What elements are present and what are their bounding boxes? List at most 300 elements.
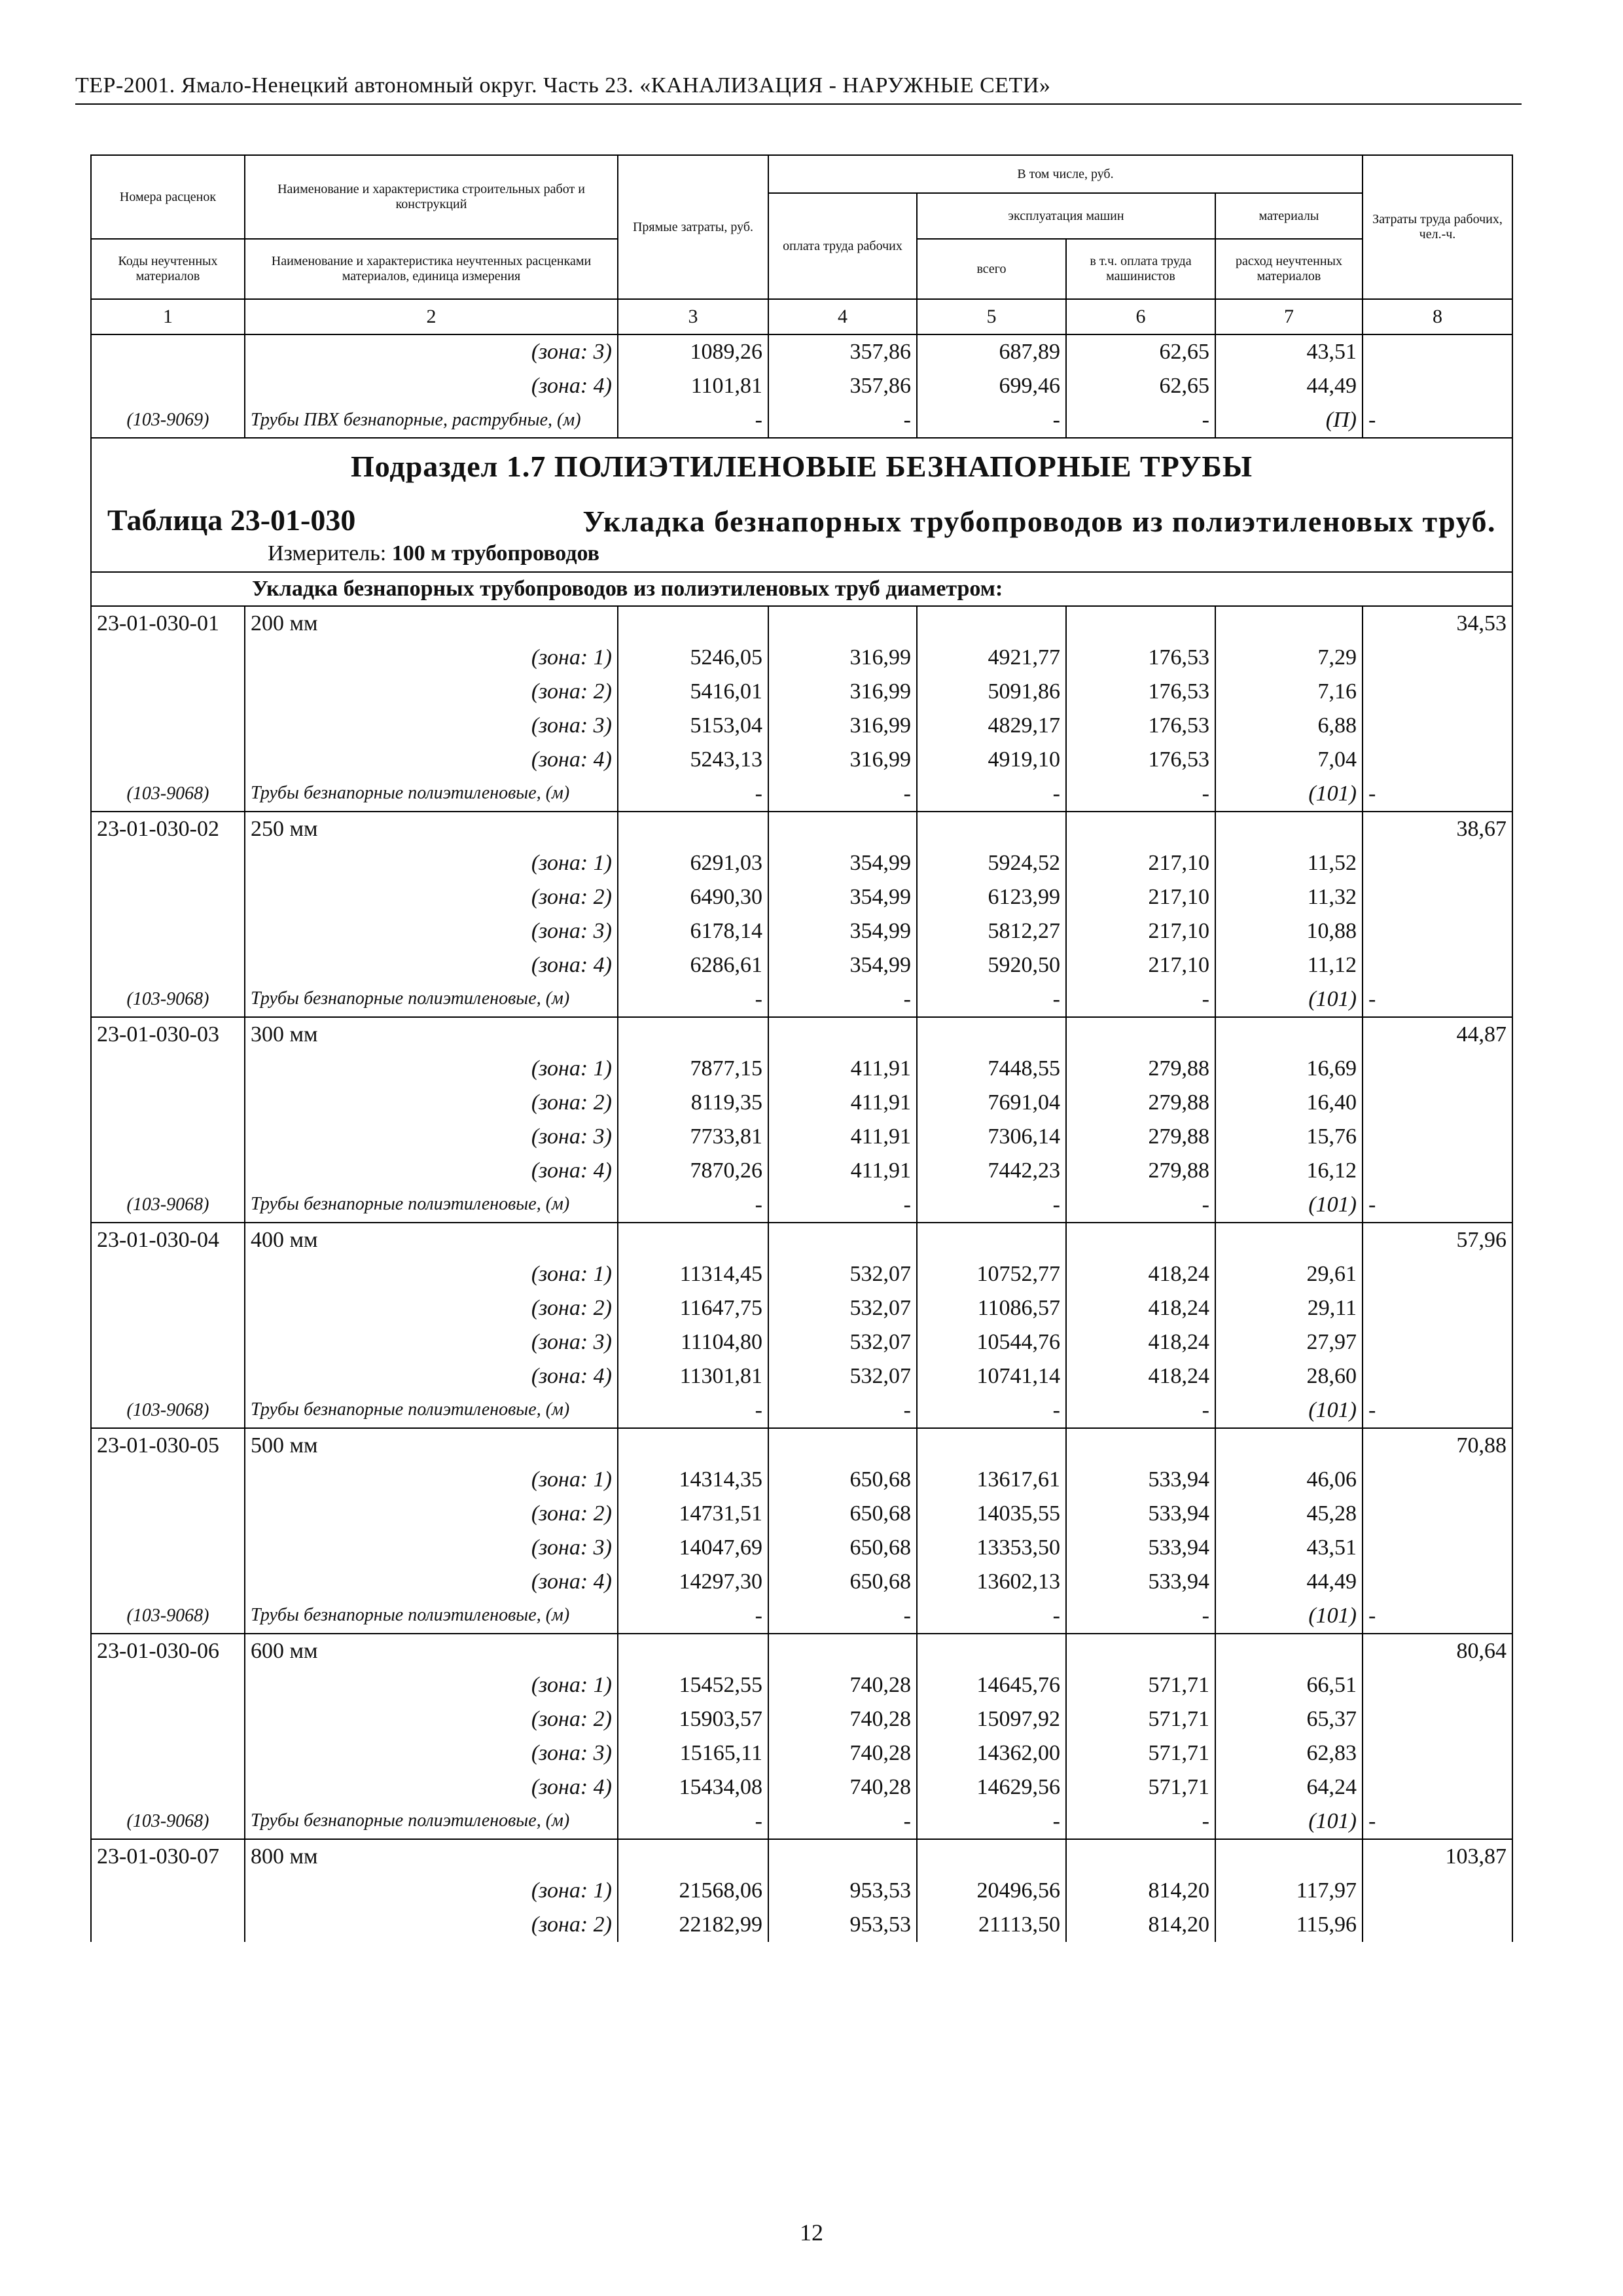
col-number: 5 [917, 299, 1066, 334]
value-cell: 5153,04 [618, 709, 768, 743]
empty-cell [91, 914, 245, 948]
group-title: Укладка безнапорных трубопроводов из полиэтиленовых труб диаметром: [91, 572, 1512, 606]
material-name: Трубы безнапорные полиэтиленовые, (м) [245, 1599, 618, 1634]
material-name: Трубы безнапорные полиэтиленовые, (м) [245, 777, 618, 812]
empty-cell [917, 1634, 1066, 1668]
value-cell: 62,65 [1066, 334, 1215, 369]
material-row [91, 403, 1512, 438]
value-cell: 14035,55 [917, 1497, 1066, 1531]
item-code: 23-01-030-05 [91, 1428, 245, 1463]
value-cell: - [618, 1599, 768, 1634]
empty-cell [1363, 334, 1512, 369]
empty-cell [91, 334, 245, 369]
value-cell: 279,88 [1066, 1154, 1215, 1188]
empty-cell [91, 846, 245, 880]
value-cell: - [768, 982, 917, 1017]
item-code: 23-01-030-04 [91, 1223, 245, 1257]
value-cell: 5243,13 [618, 743, 768, 777]
empty-cell [1215, 1428, 1363, 1463]
value-cell: 66,51 [1215, 1668, 1363, 1702]
empty-cell [1363, 914, 1512, 948]
zone-label: (зона: 4) [245, 1154, 618, 1188]
value-cell: 15452,55 [618, 1668, 768, 1702]
zone-row [91, 709, 1512, 743]
empty-cell [91, 1154, 245, 1188]
zone-row [91, 1052, 1512, 1086]
value-cell: 418,24 [1066, 1291, 1215, 1325]
empty-cell [91, 880, 245, 914]
value-cell: - [768, 1804, 917, 1839]
value-cell: 43,51 [1215, 334, 1363, 369]
value-cell: 13353,50 [917, 1531, 1066, 1565]
material-code: (103-9068) [91, 1804, 245, 1839]
empty-cell [91, 1702, 245, 1736]
value-cell: 8119,35 [618, 1086, 768, 1120]
zone-label: (зона: 2) [245, 1291, 618, 1325]
material-row [91, 777, 1512, 812]
value-cell: - [618, 777, 768, 812]
value-cell: 354,99 [768, 846, 917, 880]
value-cell: 5812,27 [917, 914, 1066, 948]
measure-value: 100 м трубопроводов [391, 541, 600, 565]
item-row [91, 1017, 1512, 1052]
value-cell: 316,99 [768, 641, 917, 675]
empty-cell [91, 709, 245, 743]
value-cell: 15165,11 [618, 1736, 768, 1770]
value-cell: 7448,55 [917, 1052, 1066, 1086]
empty-cell [1363, 1736, 1512, 1770]
zone-row [91, 1257, 1512, 1291]
value-cell: 5924,52 [917, 846, 1066, 880]
value-cell: 11301,81 [618, 1359, 768, 1393]
empty-cell [1066, 1223, 1215, 1257]
value-cell: 6,88 [1215, 709, 1363, 743]
value-cell: 117,97 [1215, 1874, 1363, 1908]
value-cell: - [618, 403, 768, 438]
value-cell: 46,06 [1215, 1463, 1363, 1497]
labor-cost: 57,96 [1363, 1223, 1512, 1257]
zone-label: (зона: 3) [245, 1736, 618, 1770]
labor-cost: 80,64 [1363, 1634, 1512, 1668]
value-cell: 357,86 [768, 334, 917, 369]
empty-cell [1363, 1325, 1512, 1359]
empty-cell [768, 1017, 917, 1052]
value-cell: 7870,26 [618, 1154, 768, 1188]
value-cell: - [1363, 777, 1512, 812]
value-cell: 14731,51 [618, 1497, 768, 1531]
value-cell: - [768, 1599, 917, 1634]
empty-cell [91, 1257, 245, 1291]
page-number: 12 [800, 2219, 823, 2246]
col1-bottom-label: Коды неучтенных материалов [91, 239, 245, 299]
zone-row [91, 1291, 1512, 1325]
value-cell: 650,68 [768, 1531, 917, 1565]
col-number: 7 [1215, 299, 1363, 334]
value-cell: 29,61 [1215, 1257, 1363, 1291]
empty-cell [1363, 675, 1512, 709]
material-name: Трубы безнапорные полиэтиленовые, (м) [245, 1393, 618, 1428]
value-cell: - [1066, 403, 1215, 438]
value-cell: 13602,13 [917, 1565, 1066, 1599]
empty-cell [91, 1463, 245, 1497]
empty-cell [91, 675, 245, 709]
value-cell: 217,10 [1066, 948, 1215, 982]
value-cell: - [1066, 1393, 1215, 1428]
item-code: 23-01-030-02 [91, 812, 245, 846]
col-number: 2 [245, 299, 618, 334]
empty-cell [91, 1052, 245, 1086]
value-cell: 5091,86 [917, 675, 1066, 709]
empty-cell [1363, 1052, 1512, 1086]
value-cell: - [1066, 982, 1215, 1017]
table-body [91, 334, 1512, 1942]
zone-row [91, 369, 1512, 403]
value-cell: 316,99 [768, 743, 917, 777]
empty-cell [91, 743, 245, 777]
zone-label: (зона: 2) [245, 675, 618, 709]
material-name: Трубы безнапорные полиэтиленовые, (м) [245, 1804, 618, 1839]
value-cell: 7,16 [1215, 675, 1363, 709]
zone-label: (зона: 2) [245, 1086, 618, 1120]
value-cell: 7,29 [1215, 641, 1363, 675]
material-consumption: (101) [1215, 982, 1363, 1017]
material-name: Трубы ПВХ безнапорные, раструбные, (м) [245, 403, 618, 438]
table-header [91, 155, 1512, 334]
value-cell: 533,94 [1066, 1531, 1215, 1565]
labor-cost: 44,87 [1363, 1017, 1512, 1052]
value-cell: 533,94 [1066, 1565, 1215, 1599]
zone-label: (зона: 1) [245, 1874, 618, 1908]
value-cell: 953,53 [768, 1874, 917, 1908]
empty-cell [91, 1874, 245, 1908]
empty-cell [91, 1531, 245, 1565]
table-name: Укладка безнапорных трубопроводов из полиэтиленовых труб. [582, 505, 1496, 538]
zone-row [91, 1874, 1512, 1908]
empty-cell [91, 641, 245, 675]
material-consumption: (101) [1215, 777, 1363, 812]
empty-cell [1363, 1086, 1512, 1120]
empty-cell [1363, 1702, 1512, 1736]
material-consumption: (101) [1215, 1188, 1363, 1223]
value-cell: 740,28 [768, 1736, 917, 1770]
value-cell: 4919,10 [917, 743, 1066, 777]
value-cell: 44,49 [1215, 369, 1363, 403]
value-cell: 43,51 [1215, 1531, 1363, 1565]
value-cell: - [1066, 1804, 1215, 1839]
empty-cell [768, 606, 917, 641]
value-cell: 14645,76 [917, 1668, 1066, 1702]
empty-cell [91, 369, 245, 403]
empty-cell [1066, 1017, 1215, 1052]
zone-row [91, 1497, 1512, 1531]
col-number: 6 [1066, 299, 1215, 334]
value-cell: 279,88 [1066, 1052, 1215, 1086]
empty-cell [1363, 743, 1512, 777]
zone-row [91, 641, 1512, 675]
value-cell: 27,97 [1215, 1325, 1363, 1359]
value-cell: 650,68 [768, 1497, 917, 1531]
material-code: (103-9068) [91, 1188, 245, 1223]
value-cell: 418,24 [1066, 1325, 1215, 1359]
value-cell: - [768, 777, 917, 812]
value-cell: 5920,50 [917, 948, 1066, 982]
value-cell: 20496,56 [917, 1874, 1066, 1908]
zone-label: (зона: 3) [245, 1325, 618, 1359]
material-name: Трубы безнапорные полиэтиленовые, (м) [245, 1188, 618, 1223]
value-cell: 740,28 [768, 1668, 917, 1702]
zone-row [91, 675, 1512, 709]
value-cell: 217,10 [1066, 914, 1215, 948]
value-cell: 28,60 [1215, 1359, 1363, 1393]
empty-cell [91, 948, 245, 982]
zone-label: (зона: 4) [245, 1565, 618, 1599]
empty-cell [1363, 709, 1512, 743]
group-label: В том числе, руб. [768, 155, 1363, 193]
col6-label: в т.ч. оплата труда машинистов [1066, 239, 1215, 299]
zone-label: (зона: 3) [245, 334, 618, 369]
empty-cell [618, 812, 768, 846]
value-cell: 571,71 [1066, 1702, 1215, 1736]
item-code: 23-01-030-03 [91, 1017, 245, 1052]
item-code: 23-01-030-01 [91, 606, 245, 641]
value-cell: 411,91 [768, 1120, 917, 1154]
col3-label: Прямые затраты, руб. [618, 155, 768, 299]
value-cell: 10752,77 [917, 1257, 1066, 1291]
value-cell: - [618, 1804, 768, 1839]
empty-cell [1363, 1120, 1512, 1154]
col2-top-label: Наименование и характеристика строительных работ и конструкций [245, 155, 618, 239]
value-cell: 11104,80 [618, 1325, 768, 1359]
value-cell: - [1363, 403, 1512, 438]
material-code: (103-9068) [91, 982, 245, 1017]
value-cell: 176,53 [1066, 709, 1215, 743]
empty-cell [1066, 812, 1215, 846]
value-cell: 411,91 [768, 1052, 917, 1086]
empty-cell [1363, 369, 1512, 403]
value-cell: - [1066, 777, 1215, 812]
empty-cell [1363, 1908, 1512, 1942]
value-cell: 11314,45 [618, 1257, 768, 1291]
empty-cell [91, 1565, 245, 1599]
empty-cell [1363, 1565, 1512, 1599]
value-cell: 29,11 [1215, 1291, 1363, 1325]
materials-label: материалы [1215, 193, 1363, 239]
value-cell: 4829,17 [917, 709, 1066, 743]
material-consumption: (П) [1215, 403, 1363, 438]
item-row [91, 606, 1512, 641]
zone-row [91, 1325, 1512, 1359]
value-cell: 7691,04 [917, 1086, 1066, 1120]
value-cell: 10741,14 [917, 1359, 1066, 1393]
empty-cell [1363, 1463, 1512, 1497]
value-cell: 533,94 [1066, 1463, 1215, 1497]
value-cell: 740,28 [768, 1702, 917, 1736]
zone-row [91, 1120, 1512, 1154]
value-cell: - [917, 1393, 1066, 1428]
value-cell: 953,53 [768, 1908, 917, 1942]
empty-cell [91, 1770, 245, 1804]
empty-cell [768, 1634, 917, 1668]
zone-label: (зона: 4) [245, 1770, 618, 1804]
zone-label: (зона: 2) [245, 880, 618, 914]
value-cell: 5246,05 [618, 641, 768, 675]
value-cell: - [1363, 982, 1512, 1017]
empty-cell [1363, 880, 1512, 914]
zone-row [91, 914, 1512, 948]
empty-cell [1066, 1839, 1215, 1874]
zone-row [91, 743, 1512, 777]
empty-cell [768, 812, 917, 846]
value-cell: 7877,15 [618, 1052, 768, 1086]
material-code: (103-9068) [91, 1599, 245, 1634]
empty-cell [1066, 1428, 1215, 1463]
zone-label: (зона: 4) [245, 948, 618, 982]
zone-row [91, 1463, 1512, 1497]
zone-label: (зона: 2) [245, 1497, 618, 1531]
empty-cell [91, 1497, 245, 1531]
value-cell: 7306,14 [917, 1120, 1066, 1154]
value-cell: - [1363, 1599, 1512, 1634]
empty-cell [91, 1736, 245, 1770]
material-consumption: (101) [1215, 1599, 1363, 1634]
value-cell: - [618, 982, 768, 1017]
zone-row [91, 1908, 1512, 1942]
empty-cell [1363, 1497, 1512, 1531]
labor-cost: 34,53 [1363, 606, 1512, 641]
empty-cell [1215, 606, 1363, 641]
empty-cell [768, 1839, 917, 1874]
value-cell: 14362,00 [917, 1736, 1066, 1770]
zone-row [91, 1565, 1512, 1599]
value-cell: 176,53 [1066, 675, 1215, 709]
empty-cell [1363, 1257, 1512, 1291]
value-cell: 15,76 [1215, 1120, 1363, 1154]
value-cell: 650,68 [768, 1565, 917, 1599]
value-cell: 10544,76 [917, 1325, 1066, 1359]
empty-cell [1215, 1839, 1363, 1874]
col-number: 3 [618, 299, 768, 334]
value-cell: 10,88 [1215, 914, 1363, 948]
value-cell: 418,24 [1066, 1257, 1215, 1291]
item-name: 400 мм [245, 1223, 618, 1257]
value-cell: 7,04 [1215, 743, 1363, 777]
zone-row [91, 1154, 1512, 1188]
material-code: (103-9068) [91, 777, 245, 812]
zone-label: (зона: 1) [245, 1052, 618, 1086]
empty-cell [1363, 1770, 1512, 1804]
value-cell: - [618, 1188, 768, 1223]
empty-cell [618, 1839, 768, 1874]
material-name: Трубы безнапорные полиэтиленовые, (м) [245, 982, 618, 1017]
item-row [91, 1223, 1512, 1257]
empty-cell [618, 1017, 768, 1052]
value-cell: 571,71 [1066, 1770, 1215, 1804]
col-number: 4 [768, 299, 917, 334]
empty-cell [917, 1839, 1066, 1874]
zone-row [91, 948, 1512, 982]
value-cell: 16,69 [1215, 1052, 1363, 1086]
zone-label: (зона: 3) [245, 1531, 618, 1565]
zone-row [91, 846, 1512, 880]
material-row [91, 1393, 1512, 1428]
value-cell: 5416,01 [618, 675, 768, 709]
empty-cell [1215, 1634, 1363, 1668]
material-row [91, 982, 1512, 1017]
value-cell: 571,71 [1066, 1668, 1215, 1702]
value-cell: 687,89 [917, 334, 1066, 369]
zone-label: (зона: 4) [245, 1359, 618, 1393]
value-cell: 316,99 [768, 709, 917, 743]
empty-cell [91, 1908, 245, 1942]
zone-label: (зона: 1) [245, 641, 618, 675]
value-cell: 4921,77 [917, 641, 1066, 675]
empty-cell [1363, 1291, 1512, 1325]
material-code: (103-9069) [91, 403, 245, 438]
value-cell: 217,10 [1066, 880, 1215, 914]
value-cell: - [768, 1393, 917, 1428]
value-cell: 6123,99 [917, 880, 1066, 914]
empty-cell [91, 1668, 245, 1702]
zone-row [91, 1702, 1512, 1736]
zone-label: (зона: 3) [245, 914, 618, 948]
machines-label: эксплуатация машин [917, 193, 1215, 239]
zone-row [91, 880, 1512, 914]
value-cell: 11,52 [1215, 846, 1363, 880]
group-row [91, 572, 1512, 606]
value-cell: 411,91 [768, 1154, 917, 1188]
value-cell: 279,88 [1066, 1120, 1215, 1154]
empty-cell [917, 1017, 1066, 1052]
value-cell: - [1066, 1188, 1215, 1223]
value-cell: - [1363, 1393, 1512, 1428]
zone-row [91, 334, 1512, 369]
empty-cell [91, 1120, 245, 1154]
value-cell: 15434,08 [618, 1770, 768, 1804]
measure [268, 543, 1496, 565]
empty-cell [1363, 1154, 1512, 1188]
value-cell: 64,24 [1215, 1770, 1363, 1804]
value-cell: 354,99 [768, 880, 917, 914]
value-cell: 13617,61 [917, 1463, 1066, 1497]
zone-label: (зона: 4) [245, 369, 618, 403]
value-cell: - [917, 777, 1066, 812]
item-name: 600 мм [245, 1634, 618, 1668]
item-code: 23-01-030-06 [91, 1634, 245, 1668]
empty-cell [1363, 948, 1512, 982]
value-cell: 411,91 [768, 1086, 917, 1120]
value-cell: 62,83 [1215, 1736, 1363, 1770]
labor-cost: 38,67 [1363, 812, 1512, 846]
value-cell: - [768, 403, 917, 438]
item-row [91, 812, 1512, 846]
col-number: 1 [91, 299, 245, 334]
empty-cell [91, 1359, 245, 1393]
value-cell: 6490,30 [618, 880, 768, 914]
value-cell: - [917, 1599, 1066, 1634]
empty-cell [768, 1428, 917, 1463]
value-cell: - [1363, 1804, 1512, 1839]
value-cell: 11647,75 [618, 1291, 768, 1325]
empty-cell [917, 1223, 1066, 1257]
value-cell: 45,28 [1215, 1497, 1363, 1531]
value-cell: - [917, 982, 1066, 1017]
zone-label: (зона: 2) [245, 1908, 618, 1942]
value-cell: 176,53 [1066, 641, 1215, 675]
value-cell: 22182,99 [618, 1908, 768, 1942]
value-cell: 65,37 [1215, 1702, 1363, 1736]
value-cell: 15903,57 [618, 1702, 768, 1736]
value-cell: 740,28 [768, 1770, 917, 1804]
